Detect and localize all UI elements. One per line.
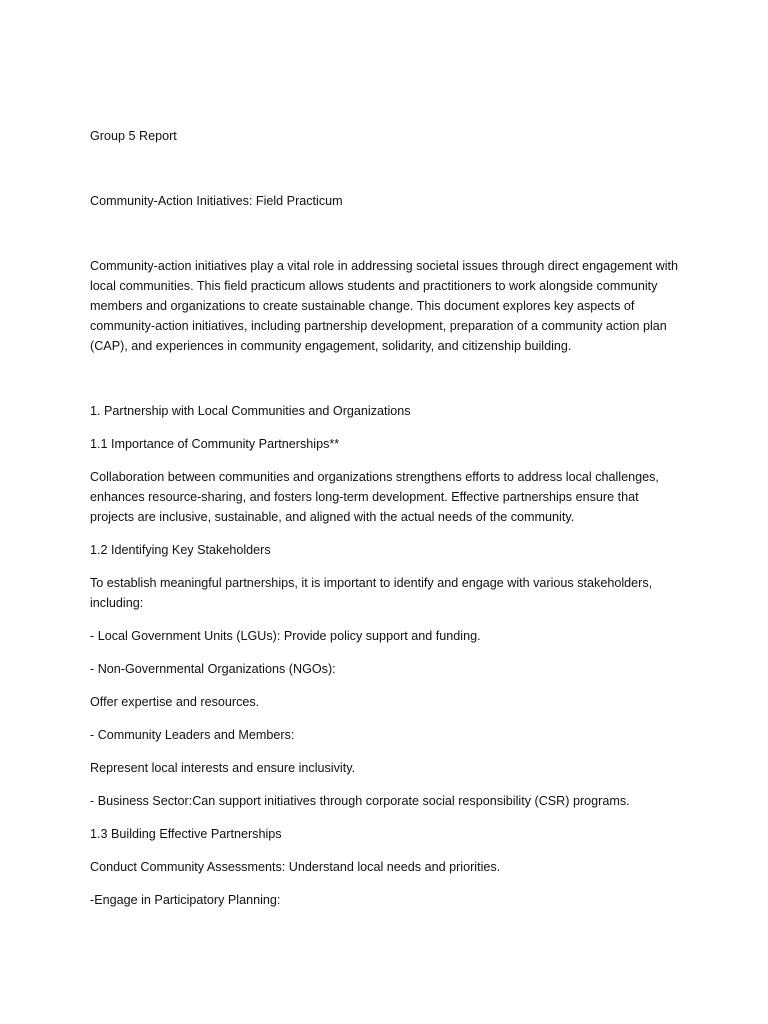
section-1-3-item-1: Conduct Community Assessments: Understand local needs and priorities. xyxy=(90,860,501,874)
intro-paragraph: Community-action initiatives play a vital role in addressing societal issues through direct engagement with local communities. This field practicum allows students and practitioners to work alongside community members and organizations to create sustainable change. This document explores key aspects of community-action initiatives, including partnership development, preparation of a community action plan (CAP), and experiences in community engagement, solidarity, and citizenship building. xyxy=(90,259,679,353)
stakeholder-lgu: - Local Government Units (LGUs): Provide policy support and funding. xyxy=(90,629,481,643)
stakeholder-business: - Business Sector:Can support initiatives through corporate social responsibility (CSR) programs. xyxy=(90,794,630,808)
stakeholder-ngo-desc: Offer expertise and resources. xyxy=(90,695,260,709)
document-title: Group 5 Report xyxy=(90,129,177,143)
document-page xyxy=(90,126,680,923)
section-1-1-body: Collaboration between communities and organizations strengthens efforts to address local challenges, enhances resource-sharing, and fosters long-term development. Effective partnerships ensure that projects are inclusive, sustainable, and aligned with the actual needs of the community. xyxy=(90,470,659,524)
section-1-heading: 1. Partnership with Local Communities and Organizations xyxy=(90,404,411,418)
stakeholder-leaders: - Community Leaders and Members: xyxy=(90,728,295,742)
document-subtitle: Community-Action Initiatives: Field Practicum xyxy=(90,194,343,208)
stakeholder-ngo: - Non-Governmental Organizations (NGOs): xyxy=(90,662,336,676)
section-1-3-heading: 1.3 Building Effective Partnerships xyxy=(90,827,282,841)
section-1-1-heading: 1.1 Importance of Community Partnerships** xyxy=(90,437,340,451)
stakeholder-leaders-desc: Represent local interests and ensure inclusivity. xyxy=(90,761,356,775)
section-1-3-item-2: -Engage in Participatory Planning: xyxy=(90,893,281,907)
section-1-2-heading: 1.2 Identifying Key Stakeholders xyxy=(90,543,271,557)
section-1-2-body: To establish meaningful partnerships, it is important to identify and engage with various stakeholders, including: xyxy=(90,576,653,610)
